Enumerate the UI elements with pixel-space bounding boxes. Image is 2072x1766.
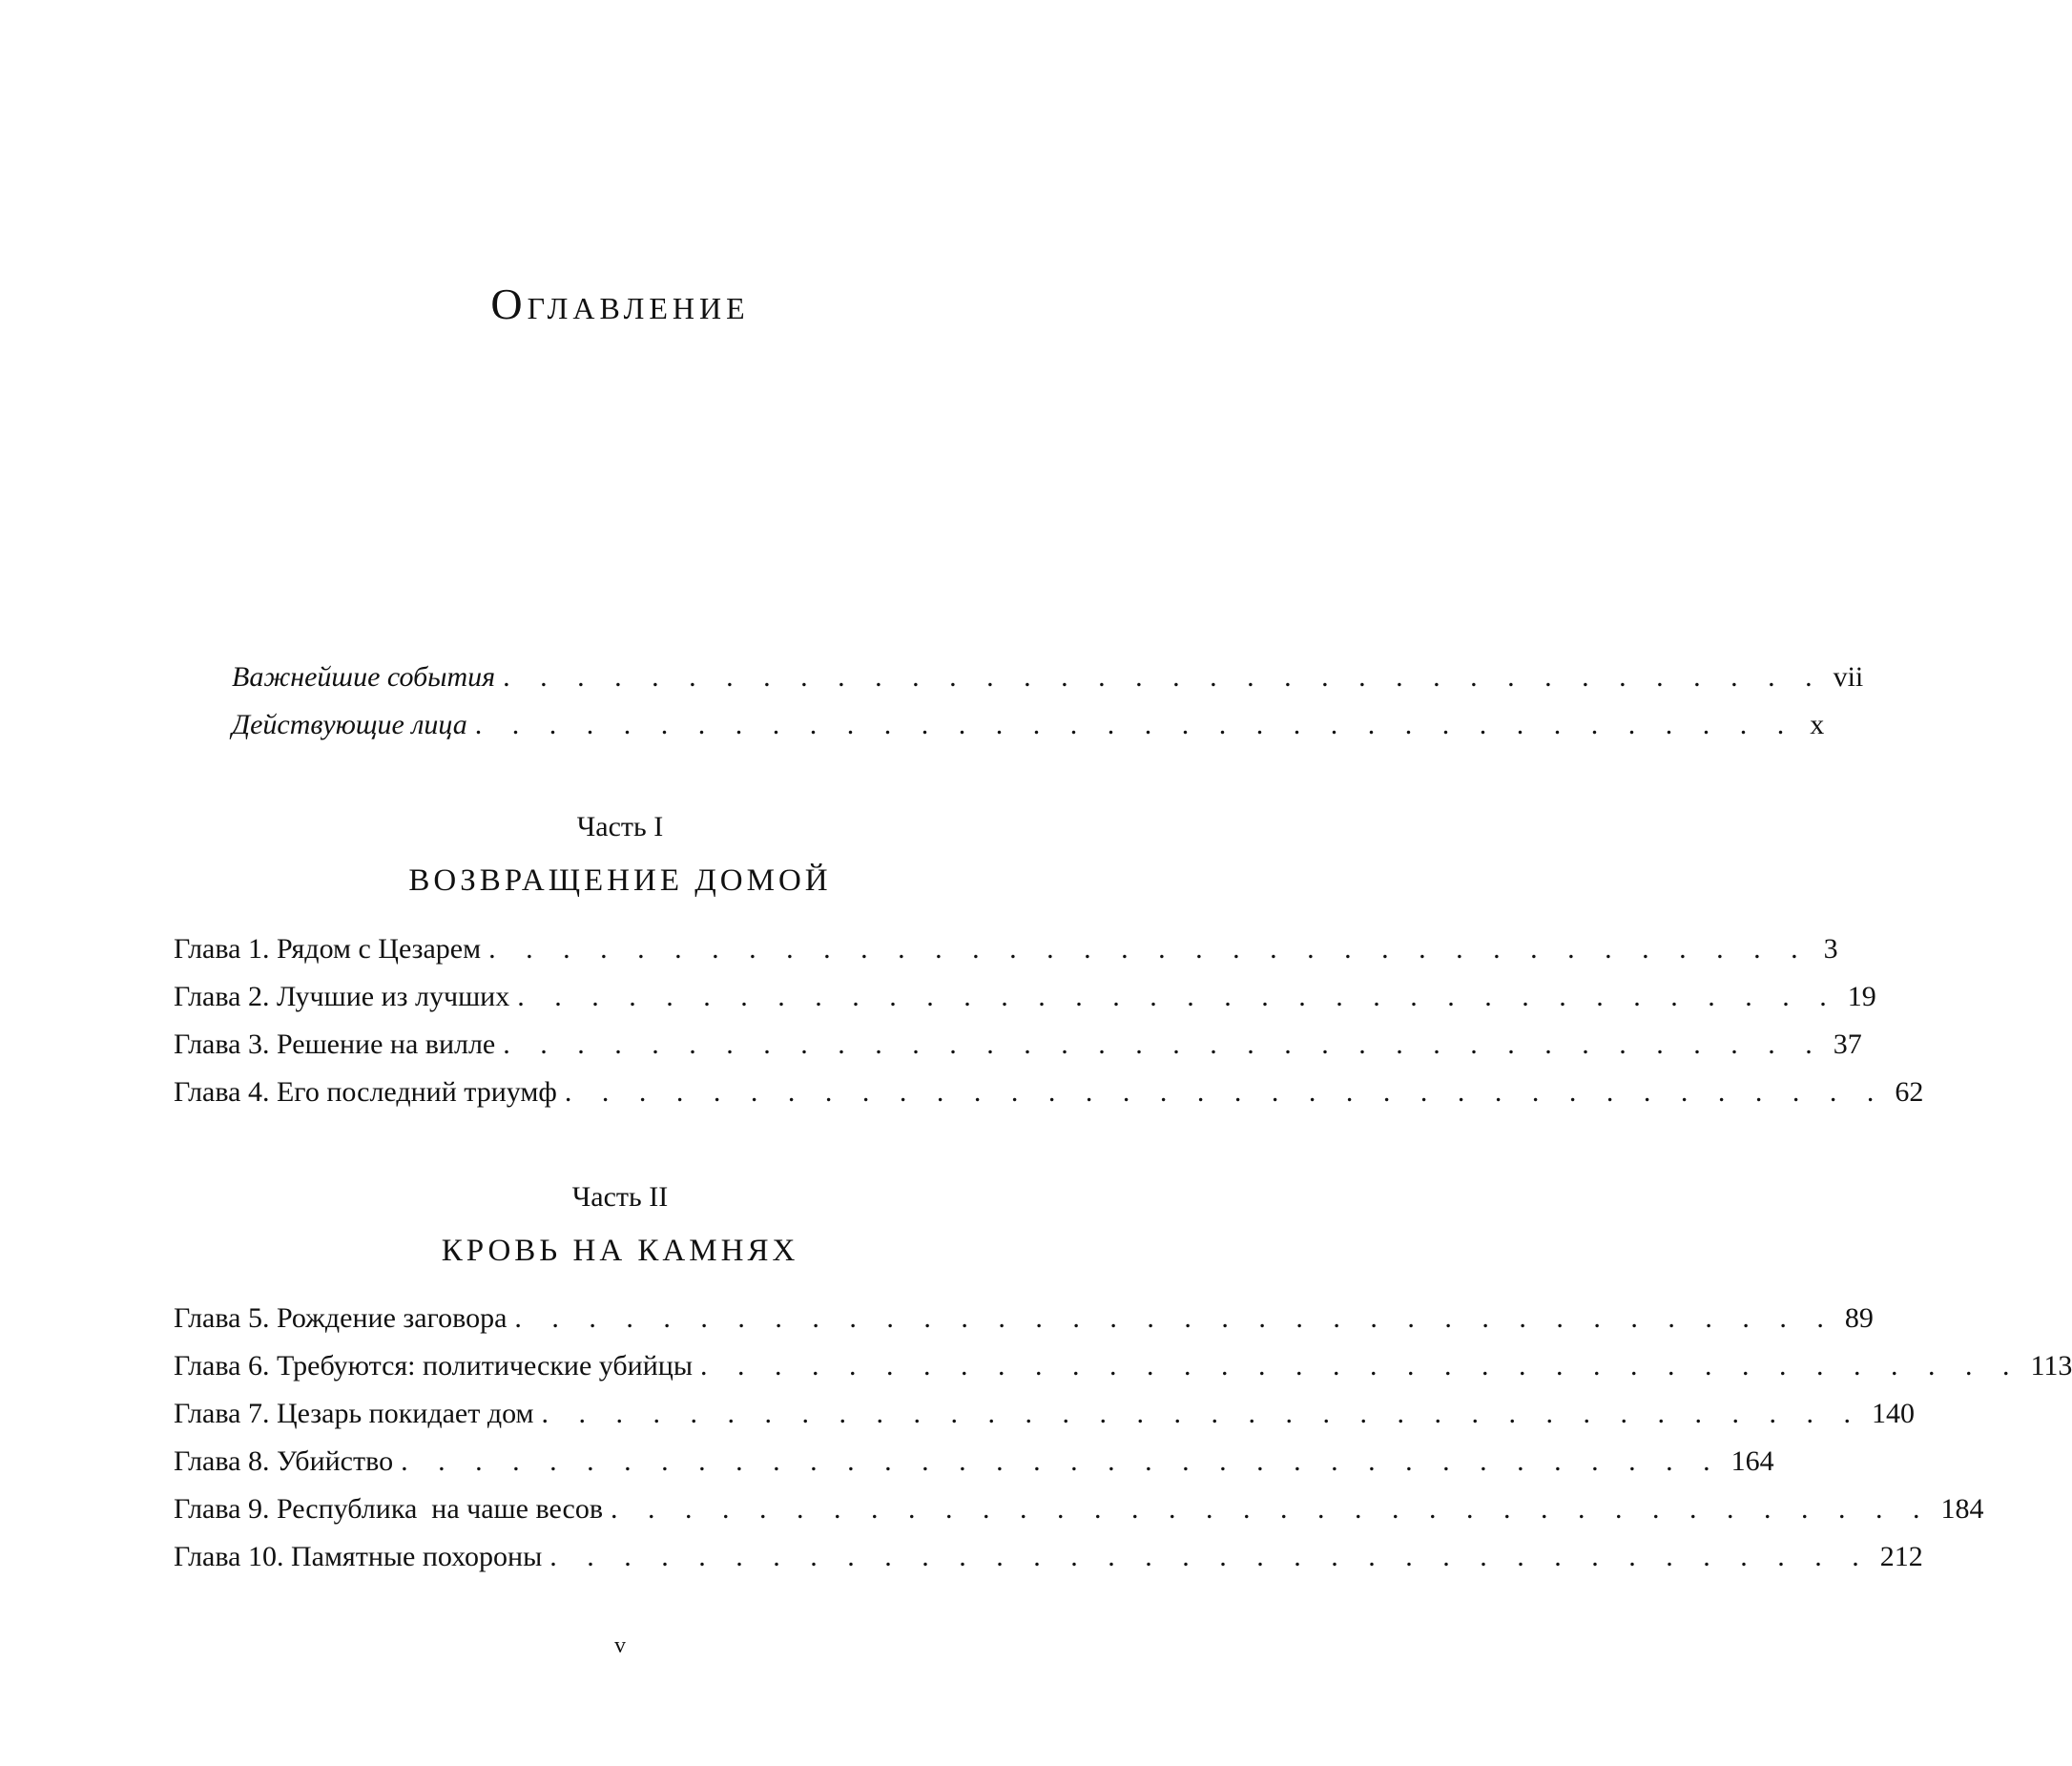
toc-entry-page: 113 (2030, 1350, 2072, 1382)
toc-entry[interactable] (174, 1021, 1862, 1069)
leader-dots: . . . . . . . . . . . . . . . . . . . . . . . . . . . . . . . . . . . . (564, 1076, 1886, 1108)
toc-entry-page: 140 (1872, 1398, 1916, 1429)
toc-entry[interactable] (174, 1486, 1984, 1533)
part-title: КРОВЬ НА КАМНЯХ (441, 1234, 799, 1268)
toc-entry[interactable] (174, 1342, 2072, 1390)
chapter-list (174, 925, 1924, 1116)
toc-entry-label: Глава 7. Цезарь покидает дом (174, 1398, 534, 1429)
toc-entry[interactable] (174, 1295, 1874, 1342)
chapter-list (174, 1295, 2072, 1581)
toc-entry-page: vii (1833, 661, 1864, 693)
toc-entry[interactable] (232, 654, 1864, 701)
toc-entry[interactable] (174, 1438, 1774, 1486)
leader-dots: . . . . . . . . . . . . . . . . . . . . . . . . . . . . . . . . . . . . (611, 1493, 1932, 1525)
toc-entry-label: Глава 5. Рождение заговора (174, 1302, 508, 1334)
toc-entry[interactable] (174, 973, 1876, 1021)
leader-dots: . . . . . . . . . . . . . . . . . . . . . . . . . . . . . . . . . . . . (503, 1028, 1824, 1060)
toc-entry-page: 89 (1844, 1302, 1874, 1334)
toc-entry-label: Важнейшие события (232, 661, 496, 693)
toc-entry-label: Глава 8. Убийство (174, 1445, 394, 1477)
toc-entry-label: Глава 4. Его последний триумф (174, 1076, 557, 1108)
toc-entry[interactable] (174, 1069, 1924, 1116)
toc-entry-label: Действующие лица (232, 709, 467, 740)
leader-dots: . . . . . . . . . . . . . . . . . . . . . . . . . . . . . . . . . . . . (541, 1398, 1863, 1429)
toc-entry-label: Глава 6. Требуются: политические убийцы (174, 1350, 693, 1382)
toc-entry-label: Глава 1. Рядом с Цезарем (174, 933, 482, 965)
toc-entry-page: x (1810, 709, 1825, 740)
page-title: Оглавление (490, 280, 750, 328)
toc-entry[interactable] (174, 925, 1838, 973)
leader-dots: . . . . . . . . . . . . . . . . . . . . . . . . . . . . . . . . . . . . (517, 981, 1838, 1012)
toc-entry-page: 3 (1823, 933, 1838, 965)
toc-entry-page: 164 (1730, 1445, 1774, 1477)
toc-entry-page: 184 (1940, 1493, 1984, 1525)
leader-dots: . . . . . . . . . . . . . . . . . . . . . . . . . . . . . . . . . . . . (549, 1541, 1871, 1572)
leader-dots: . . . . . . . . . . . . . . . . . . . . . . . . . . . . . . . . . . . . (401, 1445, 1722, 1477)
toc-entry-page: 62 (1895, 1076, 1924, 1108)
page-number: v (614, 1633, 626, 1658)
toc-entry-page: 19 (1847, 981, 1876, 1012)
leader-dots: . . . . . . . . . . . . . . . . . . . . . . . . . . . . . . . . . . . . (488, 933, 1810, 965)
toc-entry-label: Глава 2. Лучшие из лучших (174, 981, 510, 1012)
toc-entry[interactable] (174, 1390, 1916, 1438)
front-matter-list (232, 654, 1864, 749)
toc-entry-label: Глава 10. Памятные похороны (174, 1541, 543, 1572)
part-title: ВОЗВРАЩЕНИЕ ДОМОЙ (408, 863, 832, 898)
leader-dots: . . . . . . . . . . . . . . . . . . . . . . . . . . . . . . . . . . . . (699, 1350, 2021, 1382)
toc-entry-page: 37 (1833, 1028, 1862, 1060)
toc-entry[interactable] (232, 701, 1825, 749)
toc-entry-label: Глава 3. Решение на вилле (174, 1028, 496, 1060)
leader-dots: . . . . . . . . . . . . . . . . . . . . . . . . . . . . . . . . . . . . (514, 1302, 1835, 1334)
toc-entry-label: Глава 9. Республика на чаше весов (174, 1493, 603, 1525)
leader-dots: . . . . . . . . . . . . . . . . . . . . . . . . . . . . . . . . . . . . (474, 709, 1796, 740)
toc-entry[interactable] (174, 1533, 1923, 1581)
toc-entry-page: 212 (1879, 1541, 1923, 1572)
leader-dots: . . . . . . . . . . . . . . . . . . . . . . . . . . . . . . . . . . . . (503, 661, 1824, 693)
part-label: Часть II (571, 1181, 669, 1213)
part-label: Часть I (576, 811, 664, 842)
